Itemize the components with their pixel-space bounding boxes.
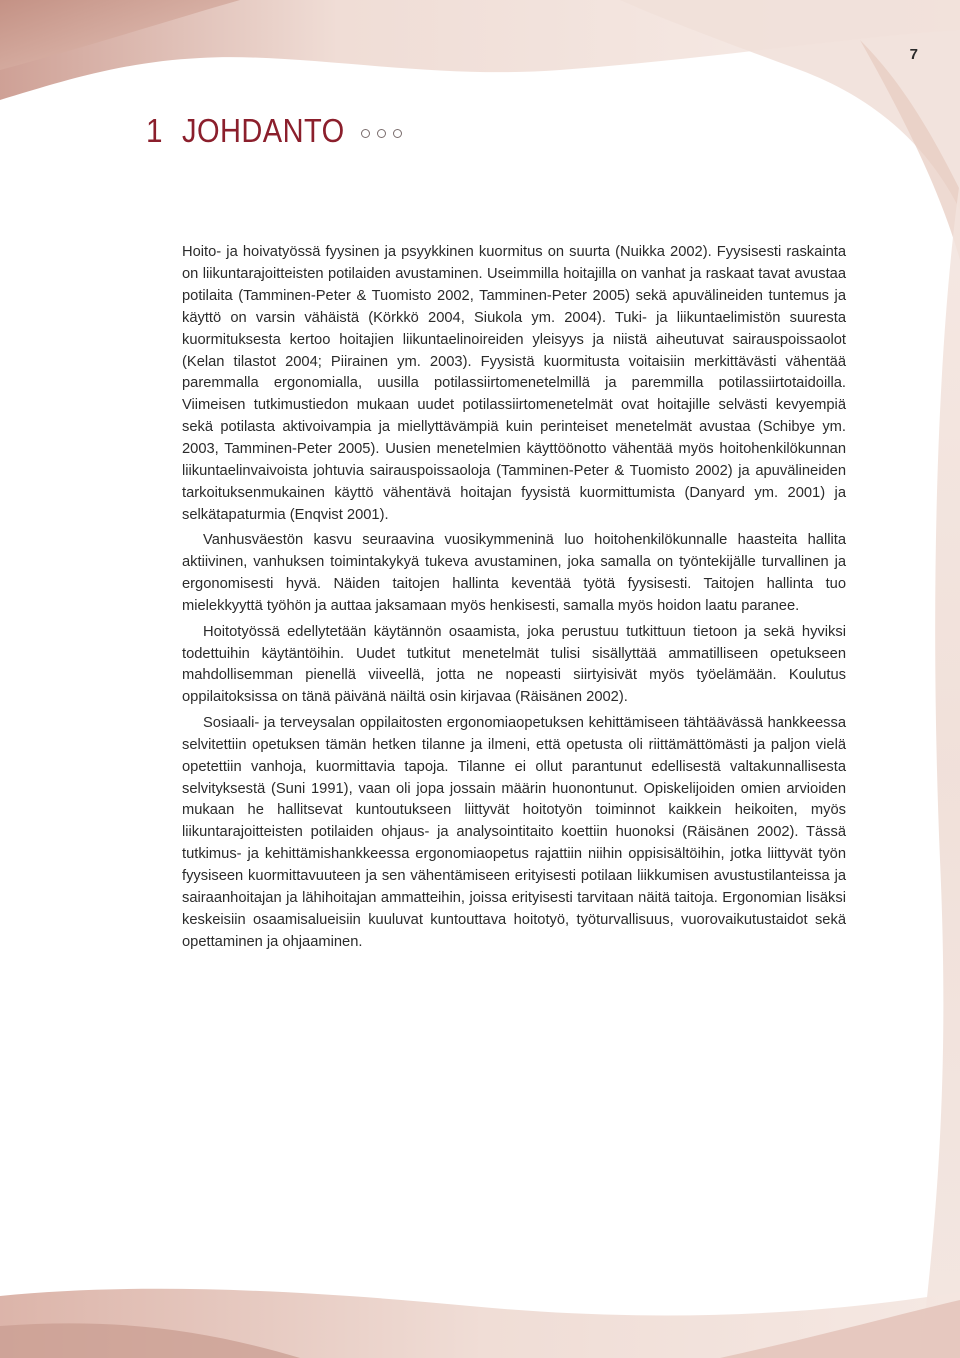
circle-icon bbox=[377, 129, 386, 138]
paragraph: Hoito- ja hoivatyössä fyysinen ja psyykkinen kuormitus on suurta (Nuikka 2002). Fyysisesti raskainta on liikuntarajoitteisten potilaiden avustaminen. Useimmilla hoitajilla on vanhat ja raskaat tavat avustaa potilaita (Tamminen-Peter & Tuomisto 2002, Tamminen-Peter 2005) sekä apuvälineiden tuntemus ja käyttö on varsin vähäistä (Körkkö 2004, Siukola ym. 2004). Tuki- ja liikuntaelimistön suuresta kuormituksesta kertoo hoitajien liikuntaelinoireiden yleisyys ja niistä aiheutuvat sairauspoissaolot (Kelan tilastot 2004; Piirainen ym. 2003). Fyysistä kuormitusta voitaisiin merkittävästi vähentää paremmalla ergonomialla, uusilla potilassiirtomenetelmillä ja paremmilla potilassiirtotaidoilla. Viimeisen tutkimustiedon mukaan uudet potilassiirtomenetelmät ovat hoitajille selvästi kevyempiä sekä potilasta aktivoivampia ja miellyttävämpiä kuin perinteiset menetelmät avustaa (Schibye ym. 2003, Tamminen-Peter 2005). Uusien menetelmien käyttöönotto vähentää myös hoitohenkilökunnan liikuntaelinvaivoista johtuvia sairauspoissaoloja (Tamminen-Peter & Tuomisto 2002) ja apuvälineiden tarkoituksenmukainen käyttö vähentävä hoitajan fyysistä kuormittumista (Danyard ym. 2001) ja selkätapaturmia (Enqvist 2001). bbox=[182, 244, 846, 523]
chapter-number: 1 bbox=[146, 112, 163, 149]
chapter-heading bbox=[146, 112, 402, 150]
decorative-dots bbox=[361, 129, 402, 138]
circle-icon bbox=[393, 129, 402, 138]
chapter-title: JOHDANTO bbox=[182, 112, 346, 149]
paragraph: Hoitotyössä edellytetään käytännön osaamista, joka perustuu tutkittuun tietoon ja sekä hyviksi todettuihin käytäntöihin. Uudet tutkitut menetelmät tulisi sisällyttää ammatilliseen opetukseen mahdollisemman pienellä viiveellä, jotta ne nopeasti siirtyisivät myös työelämään. Koulutus oppilaitoksissa on tänä päivänä näiltä osin kirjavaa (Räisänen 2002). bbox=[182, 623, 846, 706]
page-number: 7 bbox=[909, 46, 918, 63]
paragraph: Sosiaali- ja terveysalan oppilaitosten ergonomiaopetuksen kehittämiseen tähtäävässä hankkeessa selvitettiin opetuksen tämän hetken tilanne ja ilmeni, että opetusta oli riittämättömästi ja paljon vielä opetettiin vanhoja, kuormittavia tapoja. Tilanne ei ollut parantunut edellisestä valtakunnallisesta selvityksestä (Suni 1991), vaan oli jopa jossain määrin huonontunut. Opiskelijoiden omien arvioiden mukaan he hallitsevat kuntoutukseen liittyvät hoitotyön toiminnot kaikkein heikoiten, myös liikuntarajoitteisten potilaiden ohjaus- ja analysointitaito koettiin huonoksi (Räisänen 2002). Tässä tutkimus- ja kehittämishankkeessa ergonomiaopetus rajattiin niihin oppisisältöihin, jotka liittyvät työn fyysiseen kuormittavuuteen ja sen vähentämiseen erityisesti potilaan liikkumisen avustustilanteissa ja sairaanhoitajan ja lähihoitajan ammatteihin, joissa erityisesti tarvitaan näitä taitoja. Ergonomian lisäksi keskeisiin osaamisalueisiin kuuluvat kuntouttava hoitotyö, työturvallisuus, vuorovaikutustaidot sekä opettaminen ja ohjaaminen. bbox=[182, 714, 846, 950]
paragraph: Vanhusväestön kasvu seuraavina vuosikymmeninä luo hoitohenkilökunnalle haasteita hallita aktiivinen, vanhuksen toimintakykyä tukeva avustaminen, joka samalla on työntekijälle turvallinen ja ergonomisesti hyvä. Näiden taitojen hallinta keventää työtä fyysisesti. Taitojen hallinta tuo mielekkyyttä työhön ja auttaa jaksamaan myös henkisesti, samalla myös hoidon laatu paranee. bbox=[182, 532, 846, 615]
circle-icon bbox=[361, 129, 370, 138]
body-text bbox=[182, 242, 846, 957]
